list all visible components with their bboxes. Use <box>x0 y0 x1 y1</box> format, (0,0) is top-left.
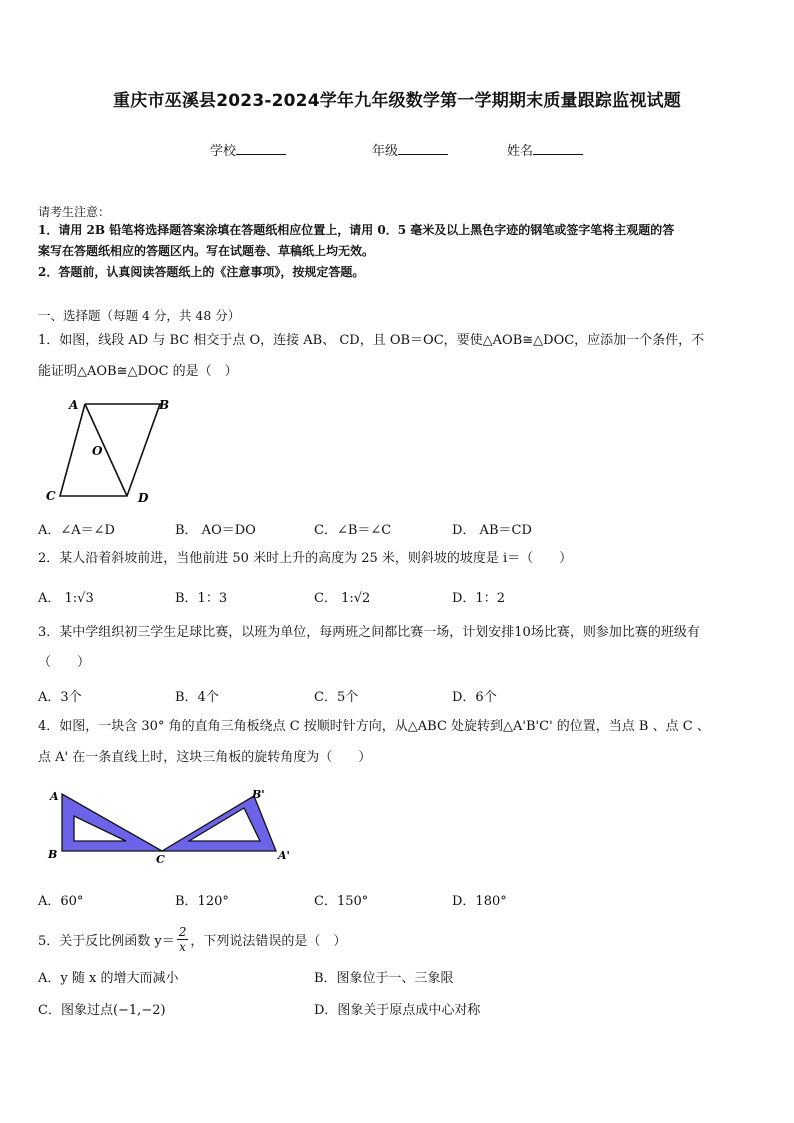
q1-option-b[interactable]: B． AO＝DO <box>175 523 256 538</box>
q3-option-d[interactable]: D．6个 <box>452 690 497 705</box>
q3-option-b[interactable]: B．4个 <box>175 690 219 705</box>
q1-option-a[interactable]: A．∠A＝∠D <box>38 523 115 538</box>
grade-blank <box>398 142 448 155</box>
q5-option-c[interactable]: C．图象过点(−1,−2) <box>38 1003 166 1018</box>
school-label: 学校 <box>210 144 237 159</box>
notice-item-1-line-1: 1．请用 2B 铅笔将选择题答案涂填在答题纸相应位置上，请用 0．5 毫米及以上黑色字迹的钢笔或签字笔将主观题的答 <box>38 223 675 237</box>
q4-option-d[interactable]: D．180° <box>452 894 507 909</box>
q1-label-a: A <box>69 398 79 412</box>
q4-label-b-prime: B' <box>252 788 265 801</box>
q1-figure-lines <box>60 404 160 496</box>
notice-title: 请考生注意： <box>38 205 111 219</box>
grade-field <box>372 140 448 159</box>
q5-suffix: ，下列说法错误的是（ ） <box>190 933 347 949</box>
q5-option-b[interactable]: B．图象位于一、三象限 <box>314 971 454 986</box>
q5-fraction-denominator: x <box>179 939 186 954</box>
q4-label-b: B <box>48 848 58 861</box>
q1-figure <box>40 392 190 512</box>
q4-figure <box>44 786 294 866</box>
q4-line-2: 点 A' 在一条直线上时，这块三角板的旋转角度为（ ） <box>38 750 372 765</box>
q4-label-a: A <box>50 790 59 803</box>
q4-line-1: 4．如图，一块含 30° 角的直角三角板绕点 C 按顺时针方向，从△ABC 处旋转到△A'B'C' 的位置，当点 B 、点 C 、 <box>38 719 710 734</box>
grade-label: 年级 <box>372 144 399 159</box>
q1-line-1: 1．如图，线段 AD 与 BC 相交于点 O，连接 AB、 CD，且 OB＝OC，要使△AOB≅△DOC，应添加一个条件，不 <box>38 333 705 348</box>
q5-fraction <box>177 925 189 954</box>
q1-line-2: 能证明△AOB≅△DOC 的是（ ） <box>38 364 238 379</box>
q2-option-b[interactable]: B．1：3 <box>175 591 228 606</box>
q2-line-1: 2．某人沿着斜坡前进，当他前进 50 米时上升的高度为 25 米，则斜坡的坡度是 i＝（ ） <box>38 551 573 566</box>
school-field <box>210 140 286 159</box>
q4-triangle-abc <box>62 794 162 851</box>
q5-option-a[interactable]: A．y 随 x 的增大而减小 <box>38 971 179 986</box>
q5-prefix: 5．关于反比例函数 y＝ <box>38 933 175 949</box>
name-field <box>507 140 583 159</box>
q4-option-b[interactable]: B．120° <box>175 894 229 909</box>
name-blank <box>533 142 583 155</box>
name-label: 姓名 <box>507 144 534 159</box>
section-title: 一、选择题（每题 4 分，共 48 分） <box>38 308 241 323</box>
q2-option-a[interactable]: A． 1:√3 <box>38 591 94 606</box>
q1-option-c[interactable]: C．∠B＝∠C <box>314 523 392 538</box>
q3-option-c[interactable]: C．5个 <box>314 690 359 705</box>
q4-option-c[interactable]: C．150° <box>314 894 369 909</box>
q5-fraction-numerator: 2 <box>178 924 187 939</box>
q4-label-a-prime: A' <box>278 849 290 862</box>
q1-option-d[interactable]: D． AB＝CD <box>452 523 532 538</box>
q1-label-o: O <box>92 444 103 458</box>
q1-label-d: D <box>138 491 149 505</box>
q2-option-d[interactable]: D．1：2 <box>452 591 505 606</box>
notice-item-1-line-2: 案写在答题纸相应的答题区内。写在试题卷、草稿纸上均无效。 <box>38 244 375 258</box>
q1-label-c: C <box>46 489 56 503</box>
q3-line-2: （ ） <box>38 655 91 670</box>
q1-label-b: B <box>159 398 170 412</box>
q3-option-a[interactable]: A．3个 <box>38 690 82 705</box>
q4-label-c: C <box>156 853 165 866</box>
q5-option-d[interactable]: D．图象关于原点成中心对称 <box>314 1003 481 1018</box>
page-title: 重庆市巫溪县2023-2024学年九年级数学第一学期期末质量跟踪监视试题 <box>113 91 681 111</box>
q5-line-1 <box>38 920 346 958</box>
notice-item-2: 2．答题前，认真阅读答题纸上的《注意事项》，按规定答题。 <box>38 265 365 279</box>
q4-triangle-a1b1c1 <box>162 796 276 851</box>
q4-option-a[interactable]: A．60° <box>38 894 84 909</box>
q2-option-c[interactable]: C． 1:√2 <box>314 591 371 606</box>
school-blank <box>236 142 286 155</box>
q3-line-1: 3．某中学组织初三学生足球比赛，以班为单位，每两班之间都比赛一场，计划安排10场比赛，则参加比赛的班级有 <box>38 625 700 640</box>
